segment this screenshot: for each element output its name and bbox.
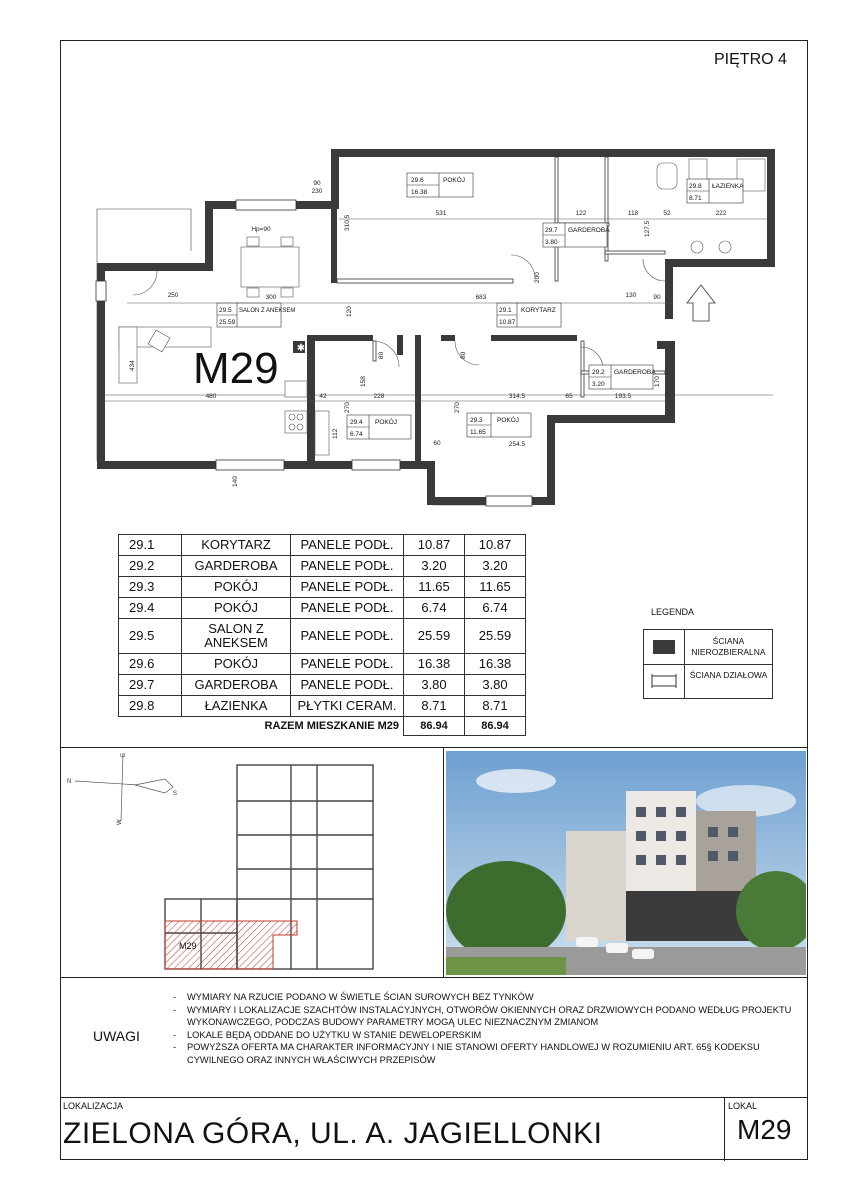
room-29-5-id: 29.5: [219, 307, 232, 314]
dim-170: 170: [654, 376, 661, 387]
plan-unit-code: M29: [193, 344, 279, 393]
floor-label: PIĘTRO 4: [714, 51, 787, 68]
dim-127-5: 127.5: [644, 220, 651, 237]
location-value: ZIELONA GÓRA, UL. A. JAGIELLONKI: [63, 1117, 603, 1150]
dim-52: 52: [663, 210, 671, 217]
dim-80a: 80: [378, 351, 385, 359]
divider: [61, 1097, 807, 1098]
legend-label: ŚCIANA DZIAŁOWA: [689, 670, 768, 680]
building-photo: [446, 751, 806, 975]
notes-label: UWAGI: [93, 1028, 140, 1044]
dim-158: 158: [360, 376, 367, 387]
svg-text:✱: ✱: [296, 343, 306, 354]
room-29-5-area: 25.59: [219, 319, 236, 326]
note-item: - WYMIARY NA RZUCIE PODANO W ŚWIETLE ŚCIAN SUROWYCH BEZ TYNKÓW: [173, 991, 803, 1004]
dim-480: 480: [205, 393, 217, 400]
room-29-3-id: 29.3: [470, 417, 483, 424]
site-unit-code: M29: [179, 941, 197, 951]
room-29-4-area: 6.74: [350, 431, 363, 438]
dim-683: 683: [475, 294, 487, 301]
table-total-row: [119, 717, 526, 736]
room-29-4-id: 29.4: [350, 419, 363, 426]
compass-n: N: [67, 779, 72, 785]
note-item: - WYMIARY I LOKALIZACJE SZACHTÓW INSTALACYJNYCH, OTWORÓW OKIENNYCH ORAZ DRZWIOWYCH PODANO WEDŁUG PROJEKTU WYKONAWCZEGO, PODCZAS BUDOWY PARAMETRY MOGĄ ULEC NIEZNACZNYM ZMIANOM: [173, 1004, 803, 1029]
room-29-3-name: POKÓJ: [497, 417, 520, 424]
room-29-1-name: KORYTARZ: [521, 307, 556, 314]
divider: [443, 747, 444, 977]
compass-e: E: [121, 752, 127, 757]
dim-310-5: 310.5: [344, 214, 351, 231]
unit-value: M29: [737, 1114, 792, 1145]
table-row: 29.7 GARDEROBA PANELE PODŁ. 3.80 3.80: [119, 675, 526, 696]
dim-42: 42: [319, 393, 327, 400]
room-29-7-area: 3.80: [545, 239, 558, 246]
dim-300: 300: [265, 294, 277, 301]
divider: [61, 977, 807, 978]
room-29-4-name: POKÓJ: [375, 419, 398, 426]
dim-230: 230: [311, 188, 323, 195]
note-item: - POWYŻSZA OFERTA MA CHARAKTER INFORMACYJNY I NIE STANOWI OFERTY HANDLOWEJ W ROZUMIENIU ART. 65§ KODEKSU CYWILNEGO ORAZ INNYCH WŁAŚCIWYCH PRZEPISÓW: [173, 1041, 803, 1066]
room-29-5-name: SALON Z ANEKSEM: [239, 308, 296, 314]
dim-90: 90: [653, 294, 661, 301]
dim-140: 140: [232, 476, 239, 487]
dim-270a: 270: [344, 402, 351, 413]
dim-434: 434: [129, 360, 136, 371]
dim-200: 200: [534, 272, 541, 283]
divider: [724, 1097, 725, 1161]
dim-531: 531: [435, 210, 447, 217]
dim-65: 65: [565, 393, 573, 400]
compass-s: S: [173, 791, 178, 797]
area-table: [118, 534, 526, 736]
room-29-2-name: GARDEROBA: [614, 369, 656, 376]
room-29-8-id: 29.8: [689, 183, 702, 190]
room-29-8-area: 8.71: [689, 195, 702, 202]
dim-228: 228: [373, 393, 385, 400]
dim-120: 120: [346, 306, 353, 317]
location-label: LOKALIZACJA: [63, 1101, 124, 1111]
dim-193-5: 193.5: [614, 393, 632, 400]
dim-254-5: 254.5: [508, 441, 526, 448]
dim-80b: 80: [460, 351, 467, 359]
compass-w: W: [117, 819, 123, 825]
legend-label: ŚCIANA NIEROZBIERALNA: [691, 636, 766, 657]
table-row: 29.4 POKÓJ PANELE PODŁ. 6.74 6.74: [119, 598, 526, 619]
dim-60: 60: [433, 440, 441, 447]
drawing-sheet: [60, 40, 808, 1160]
partition-wall-icon: [644, 664, 685, 698]
table-row: 29.8 ŁAZIENKA PŁYTKI CERAM. 8.71 8.71: [119, 696, 526, 717]
floor-plan: [61, 41, 809, 531]
unit-label: LOKAL: [728, 1101, 758, 1111]
divider: [61, 747, 807, 748]
total-area-1: 86.94: [404, 717, 465, 736]
note-item: - LOKALE BĘDĄ ODDANE DO UŻYTKU W STANIE DEWELOPERSKIM: [173, 1029, 803, 1042]
room-29-6-id: 29.6: [411, 177, 424, 184]
dim-112: 112: [332, 428, 339, 439]
dim-250: 250: [167, 292, 179, 299]
structural-wall-icon: [644, 630, 685, 664]
legend: [643, 629, 773, 699]
room-29-6-name: POKÓJ: [443, 177, 466, 184]
room-29-6-area: 16.38: [411, 189, 428, 196]
site-plan: [61, 749, 443, 977]
dim-270b: 270: [454, 402, 461, 413]
table-row: 29.1 KORYTARZ PANELE PODŁ. 10.87 10.87: [119, 535, 526, 556]
room-29-2-id: 29.2: [592, 369, 605, 376]
dim-314-5: 314.5: [508, 393, 526, 400]
room-29-8-name: ŁAZIENKA: [712, 183, 744, 190]
room-29-1-id: 29.1: [499, 307, 512, 314]
compass-icon: [75, 753, 173, 821]
dim-122: 122: [575, 210, 587, 217]
dim-130: 130: [625, 292, 637, 299]
notes-list: [173, 991, 803, 1066]
room-29-2-area: 3.20: [592, 381, 605, 388]
dim-222: 222: [715, 210, 727, 217]
dim-90b: 90: [313, 180, 321, 187]
table-row: 29.5 SALON Z ANEKSEM PANELE PODŁ. 25.59 25.59: [119, 619, 526, 654]
total-label: RAZEM MIESZKANIE M29: [264, 720, 399, 733]
room-29-7-name: GARDEROBA: [568, 227, 610, 234]
legend-title: LEGENDA: [651, 607, 695, 617]
table-row: 29.2 GARDEROBA PANELE PODŁ. 3.20 3.20: [119, 556, 526, 577]
dim-hp: Hp=90: [251, 226, 271, 233]
dim-118: 118: [627, 210, 639, 217]
room-29-7-id: 29.7: [545, 227, 558, 234]
legend-item: [644, 630, 772, 665]
table-row: 29.3 POKÓJ PANELE PODŁ. 11.65 11.65: [119, 577, 526, 598]
room-29-3-area: 11.65: [470, 429, 486, 436]
table-row: 29.6 POKÓJ PANELE PODŁ. 16.38 16.38: [119, 654, 526, 675]
total-area-2: 86.94: [465, 717, 526, 736]
room-29-1-area: 10.87: [499, 319, 516, 326]
legend-item: [644, 664, 772, 698]
